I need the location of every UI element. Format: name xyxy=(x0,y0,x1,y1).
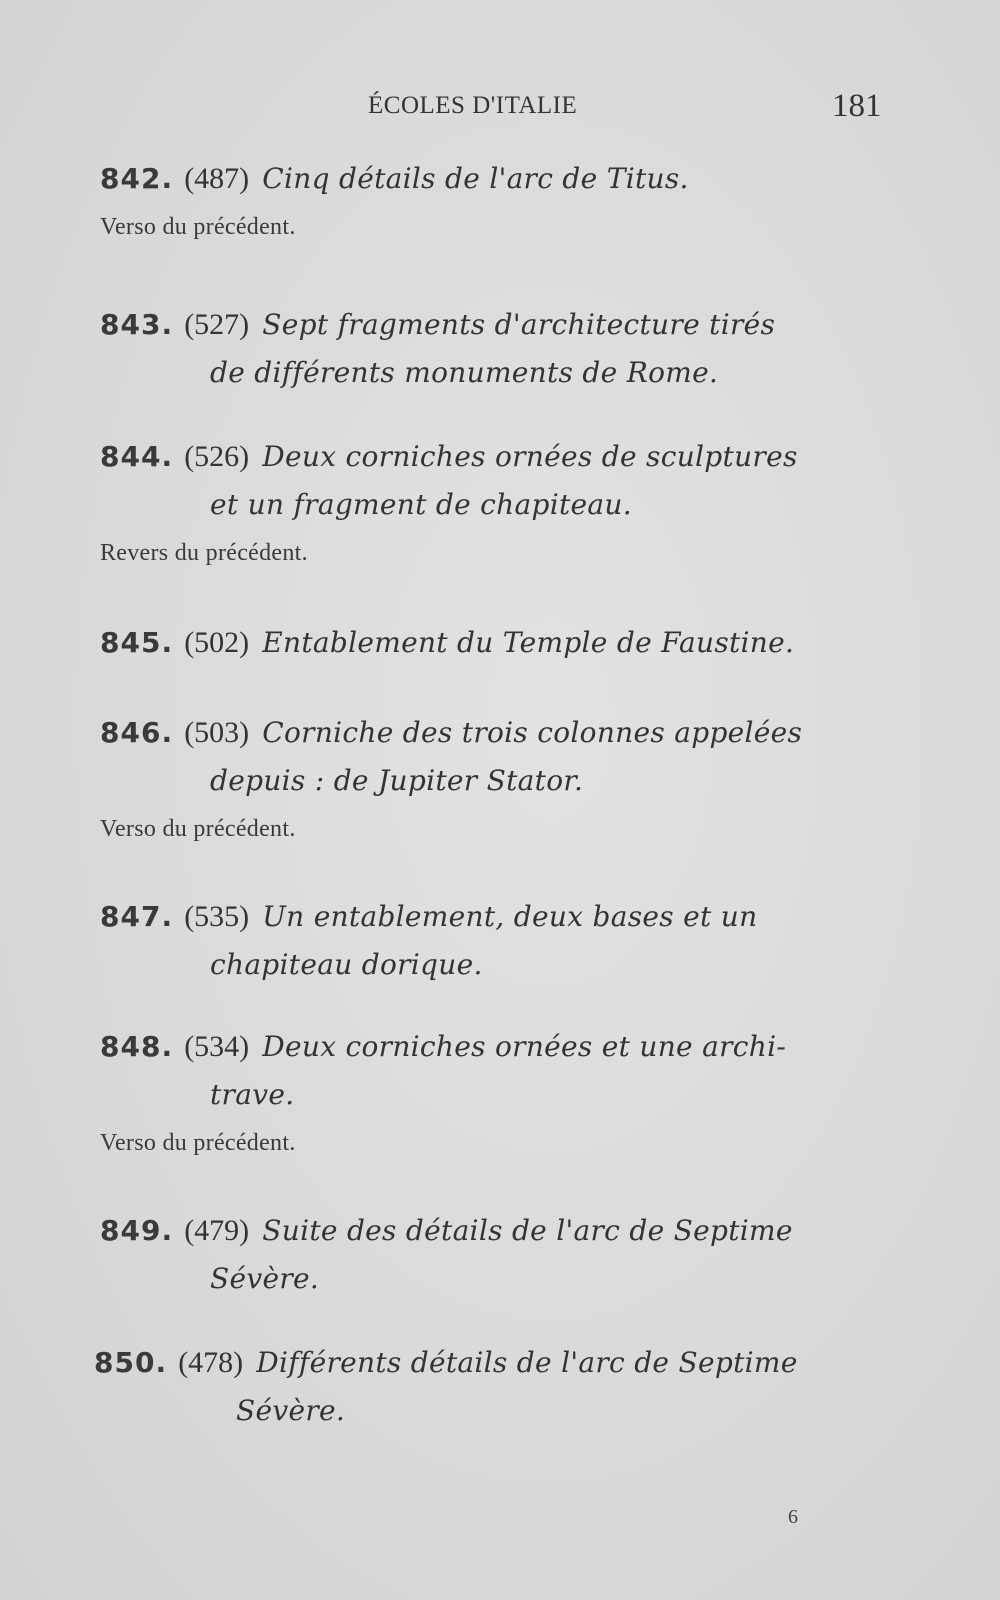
entry-title-continuation: depuis : de Jupiter Stator. xyxy=(210,764,584,797)
entry-reference: (503) xyxy=(184,716,250,749)
entry-title: Un entablement, deux bases et un xyxy=(262,900,758,933)
entry-title-continuation: trave. xyxy=(210,1078,295,1111)
entry-title: Deux corniches ornées de sculptures xyxy=(262,440,798,473)
entry-number: 843. xyxy=(100,308,174,341)
entry-reference: (526) xyxy=(184,440,250,473)
catalog-entry-846 xyxy=(100,716,890,843)
entry-reference: (487) xyxy=(184,162,250,195)
catalog-entry-850 xyxy=(94,1346,884,1442)
entry-number: 845. xyxy=(100,626,174,659)
entry-number: 844. xyxy=(100,440,174,473)
catalog-entry-845 xyxy=(100,626,890,674)
entry-title-continuation: chapiteau dorique. xyxy=(210,948,483,981)
entry-note: Verso du précédent. xyxy=(100,816,296,842)
catalog-entry-842 xyxy=(100,162,890,241)
entry-number: 846. xyxy=(100,716,174,749)
entry-title-continuation: Sévère. xyxy=(210,1262,320,1295)
entry-number: 850. xyxy=(94,1346,168,1379)
signature-mark: 6 xyxy=(788,1506,798,1528)
catalog-entry-848 xyxy=(100,1030,890,1157)
catalog-entry-849 xyxy=(100,1214,890,1310)
entry-title-continuation: de différents monuments de Rome. xyxy=(210,356,719,389)
entry-reference: (534) xyxy=(184,1030,250,1063)
entry-note: Revers du précédent. xyxy=(100,540,308,566)
catalog-entry-844 xyxy=(100,440,890,567)
running-title: ÉCOLES D'ITALIE xyxy=(368,92,578,119)
entry-title-continuation: et un fragment de chapiteau. xyxy=(210,488,632,521)
entry-title: Corniche des trois colonnes appelées xyxy=(262,716,803,749)
entry-reference: (527) xyxy=(184,308,250,341)
entry-reference: (478) xyxy=(178,1346,244,1379)
entry-reference: (535) xyxy=(184,900,250,933)
entry-reference: (479) xyxy=(184,1214,250,1247)
catalog-entry-847 xyxy=(100,900,890,996)
entry-number: 848. xyxy=(100,1030,174,1063)
entry-title: Sept fragments d'architecture tirés xyxy=(262,308,776,341)
entry-number: 849. xyxy=(100,1214,174,1247)
entry-title: Entablement du Temple de Faustine. xyxy=(262,626,795,659)
page-number: 181 xyxy=(832,88,882,124)
entry-number: 847. xyxy=(100,900,174,933)
entry-title: Suite des détails de l'arc de Septime xyxy=(262,1214,793,1247)
catalog-entry-843 xyxy=(100,308,890,404)
entry-number: 842. xyxy=(100,162,174,195)
running-head xyxy=(0,88,1000,128)
entry-reference: (502) xyxy=(184,626,250,659)
entry-title-continuation: Sévère. xyxy=(236,1394,346,1427)
entry-note: Verso du précédent. xyxy=(100,1130,296,1156)
entry-title: Deux corniches ornées et une archi- xyxy=(262,1030,787,1063)
entry-note: Verso du précédent. xyxy=(100,214,296,240)
entry-title: Différents détails de l'arc de Septime xyxy=(256,1346,798,1379)
entry-title: Cinq détails de l'arc de Titus. xyxy=(262,162,689,195)
